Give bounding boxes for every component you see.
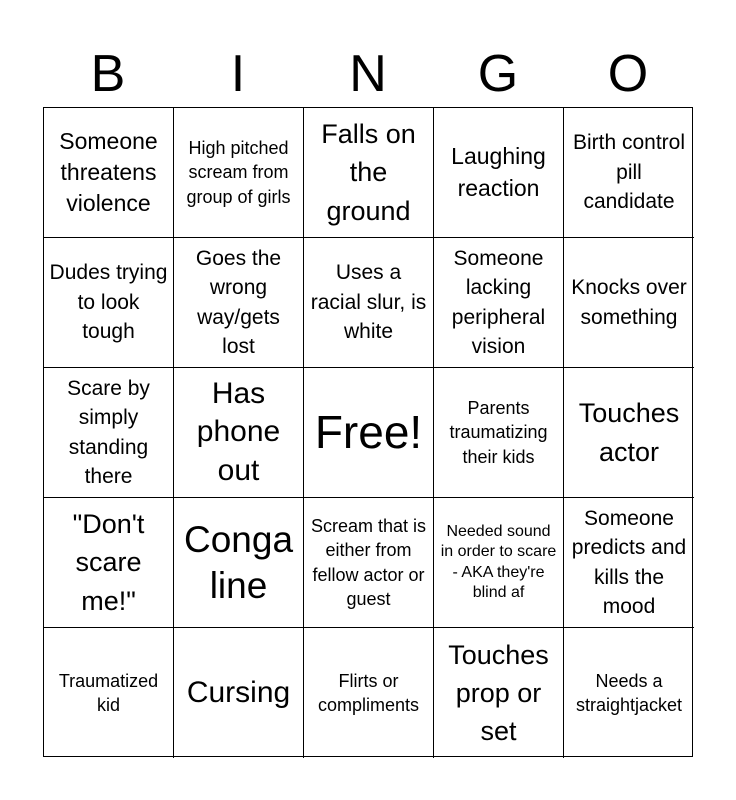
bingo-cell[interactable]: Scream that is either from fellow actor or guest <box>304 498 434 628</box>
header-letter-g: G <box>477 45 519 103</box>
header-letter-i: I <box>230 45 246 103</box>
bingo-cell[interactable]: Parents traumatizing their kids <box>434 368 564 498</box>
bingo-cell[interactable]: Touches prop or set <box>434 628 564 758</box>
bingo-cell[interactable]: Touches actor <box>564 368 694 498</box>
bingo-cell[interactable]: Conga line <box>174 498 304 628</box>
bingo-cell[interactable]: "Don't scare me!" <box>44 498 174 628</box>
header-letter-n: N <box>349 45 387 103</box>
bingo-cell[interactable]: Uses a racial slur, is white <box>304 238 434 368</box>
bingo-cell[interactable]: Scare by simply standing there <box>44 368 174 498</box>
bingo-header <box>43 40 693 108</box>
bingo-cell[interactable]: Needs a straightjacket <box>575 670 683 715</box>
header-letter-b: B <box>90 45 126 103</box>
bingo-cell[interactable]: Flirts or compliments <box>304 628 434 758</box>
bingo-board <box>43 107 693 757</box>
bingo-cell[interactable]: Has phone out <box>174 368 304 498</box>
bingo-cell[interactable]: Dudes trying to look tough <box>44 238 174 368</box>
bingo-cell[interactable]: Someone lacking peripheral vision <box>434 238 564 368</box>
bingo-cell[interactable]: Birth control pill candidate <box>564 108 694 238</box>
bingo-cell[interactable]: Traumatized kid <box>44 628 174 758</box>
bingo-cell[interactable]: Goes the wrong way/gets lost <box>174 238 304 368</box>
bingo-cell[interactable]: Needed sound in order to scare - AKA they're blind af <box>434 498 564 628</box>
bingo-cell[interactable]: Someone predicts and kills the mood <box>564 498 694 628</box>
bingo-cell[interactable]: Laughing reaction <box>434 108 564 238</box>
bingo-cell[interactable]: Knocks over something <box>564 238 694 368</box>
bingo-cell-free[interactable]: Free! <box>304 368 434 498</box>
header-letter-o: O <box>607 45 649 103</box>
bingo-cell[interactable]: Cursing <box>174 628 304 758</box>
bingo-cell[interactable]: High pitched scream from group of girls <box>174 108 304 238</box>
bingo-cell[interactable]: Someone threatens violence <box>44 108 174 238</box>
bingo-cell[interactable]: Falls on the ground <box>304 108 434 238</box>
